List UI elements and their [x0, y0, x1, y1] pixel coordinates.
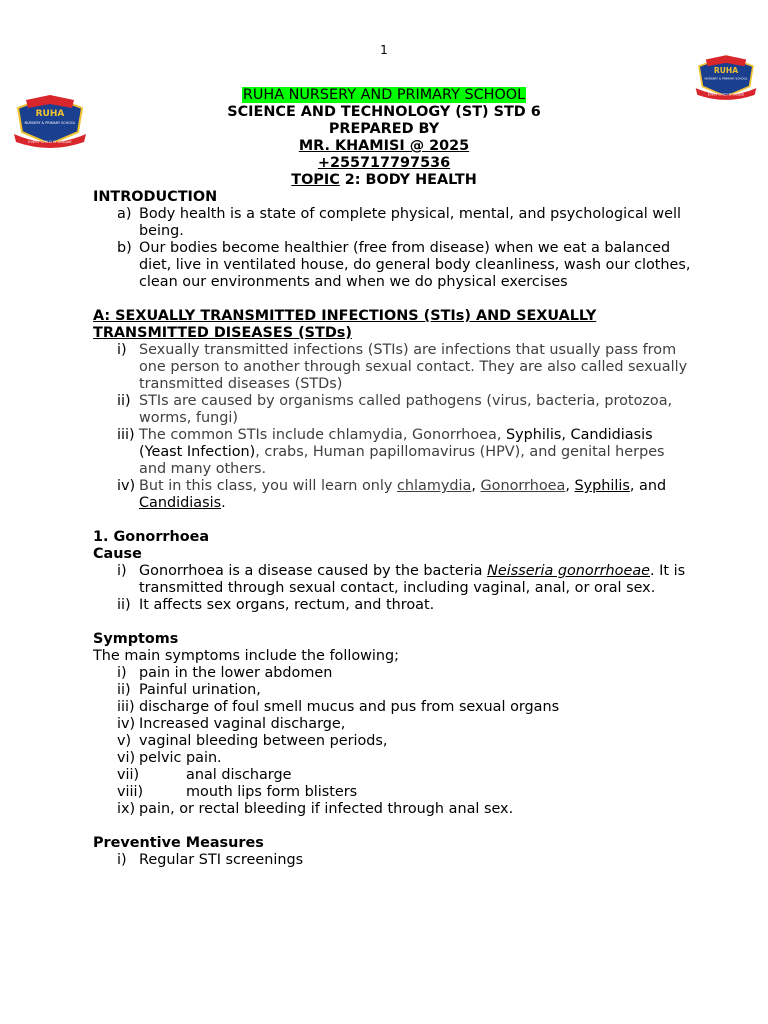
list-text: [139, 563, 693, 597]
text-run: The common STIs include chlamydia, Gonorrhoea,: [139, 427, 506, 443]
text-run: ,: [565, 478, 575, 494]
list-label: viii): [117, 784, 144, 800]
list-item: [93, 597, 693, 614]
gonorrhoea-heading: 1. Gonorrhoea: [93, 529, 210, 545]
term-syphilis: Syphilis: [574, 478, 630, 494]
text-run: , crabs, Human papillomavirus (HPV), and genital herpes and many others.: [139, 444, 665, 477]
phone-number: +255717797536: [317, 155, 451, 171]
document-body: [93, 189, 693, 869]
list-item: [93, 750, 693, 767]
list-text: anal discharge: [186, 767, 292, 783]
symptoms-heading: Symptoms: [93, 631, 179, 647]
logo-subtitle: NURSERY & PRIMARY SCHOOL: [704, 76, 748, 81]
list-label: iii): [117, 427, 135, 443]
topic-rest: 2: BODY HEALTH: [339, 172, 477, 188]
list-label: iii): [117, 699, 135, 715]
list-item: [93, 852, 693, 869]
list-item: [93, 427, 693, 478]
list-text: vaginal bleeding between periods,: [139, 733, 388, 749]
species-name: Neisseria gonorrhoeae: [487, 563, 650, 579]
list-label: i): [117, 342, 127, 358]
list-label: a): [117, 206, 132, 222]
list-label: i): [117, 665, 127, 681]
list-label: i): [117, 563, 127, 579]
cause-heading: Cause: [93, 546, 142, 562]
text-run: . It is transmitted through sexual contact, including vaginal, anal, or oral sex.: [139, 563, 686, 596]
list-item: [93, 563, 693, 597]
logo-motto: EVERY CHILD IS UNIQUE: [28, 140, 72, 144]
document-header: [0, 87, 768, 189]
term-candidiasis: Candidiasis: [139, 495, 222, 511]
list-text: pelvic pain.: [139, 750, 222, 766]
list-text: It affects sex organs, rectum, and throat.: [139, 597, 435, 613]
list-label: ii): [117, 393, 131, 409]
logo-motto: EVERY CHILD IS UNIQUE: [707, 92, 745, 97]
list-item: [93, 716, 693, 733]
list-text: Sexually transmitted infections (STIs) are infections that usually pass from one person to another through sexual contact. They are also called sexually transmitted diseases (STDs): [139, 342, 688, 392]
section-a-heading: A: SEXUALLY TRANSMITTED INFECTIONS (STIs) AND SEXUALLY TRANSMITTED DISEASES (STDs): [93, 308, 597, 341]
list-text: pain in the lower abdomen: [139, 665, 333, 681]
list-label: iv): [117, 716, 136, 732]
list-item: [93, 784, 693, 801]
introduction-heading: INTRODUCTION: [93, 189, 218, 205]
list-text: Increased vaginal discharge,: [139, 716, 346, 732]
logo-name: RUHA: [35, 109, 65, 119]
list-item: [93, 206, 693, 240]
topic-word: TOPIC: [291, 172, 340, 188]
list-text: STIs are caused by organisms called pathogens (virus, bacteria, protozoa, worms, fungi): [139, 393, 673, 426]
list-text: Body health is a state of complete physical, mental, and psychological well being.: [139, 206, 681, 239]
list-text: pain, or rectal bleeding if infected through anal sex.: [139, 801, 514, 817]
list-label: i): [117, 852, 127, 868]
school-name: [0, 87, 768, 104]
list-text: [139, 478, 693, 512]
list-text: Regular STI screenings: [139, 852, 304, 868]
page-number: 1: [380, 43, 388, 57]
list-item: [93, 393, 693, 427]
logo-name: RUHA: [713, 65, 739, 75]
list-text: discharge of foul smell mucus and pus from sexual organs: [139, 699, 560, 715]
text-run: ,: [471, 478, 481, 494]
list-label: vii): [117, 767, 140, 783]
term-gonorrhoea: Gonorrhoea: [480, 478, 566, 494]
list-item: [93, 699, 693, 716]
list-item: [93, 733, 693, 750]
list-text: mouth lips form blisters: [186, 784, 358, 800]
list-label: b): [117, 240, 132, 256]
logo-subtitle: NURSERY & PRIMARY SCHOOL: [24, 121, 76, 125]
list-item: [93, 240, 693, 291]
author: MR. KHAMISI @ 2025: [298, 138, 470, 154]
list-label: ix): [117, 801, 136, 817]
school-name-highlight: RUHA NURSERY AND PRIMARY SCHOOL: [242, 87, 526, 103]
preventive-heading: Preventive Measures: [93, 835, 264, 851]
list-item: [93, 478, 693, 512]
subject-title: SCIENCE AND TECHNOLOGY (ST) STD 6: [227, 104, 541, 120]
list-label: vi): [117, 750, 136, 766]
topic-title: [0, 172, 768, 189]
text-run: But in this class, you will learn only: [139, 478, 398, 494]
symptoms-intro: The main symptoms include the following;: [93, 648, 400, 664]
list-item: [93, 767, 693, 784]
list-item: [93, 801, 693, 818]
prepared-by: PREPARED BY: [328, 121, 440, 137]
list-label: ii): [117, 597, 131, 613]
list-label: v): [117, 733, 132, 749]
text-run: Syphilis, Candidiasis (Yeast Infection): [139, 427, 653, 460]
list-item: [93, 665, 693, 682]
term-chlamydia: chlamydia: [397, 478, 472, 494]
text-run: Gonorrhoea is a disease caused by the bacteria: [139, 563, 488, 579]
text-run: , and: [629, 478, 667, 494]
list-item: [93, 342, 693, 393]
list-text: [139, 427, 693, 478]
text-run: .: [221, 495, 226, 511]
list-label: ii): [117, 682, 131, 698]
list-label: iv): [117, 478, 136, 494]
list-text: Our bodies become healthier (free from disease) when we eat a balanced diet, live in ventilated house, do general body cleanliness, wash our clothes, clean our environments and when we do physical exercises: [139, 240, 691, 290]
list-item: [93, 682, 693, 699]
list-text: Painful urination,: [139, 682, 261, 698]
